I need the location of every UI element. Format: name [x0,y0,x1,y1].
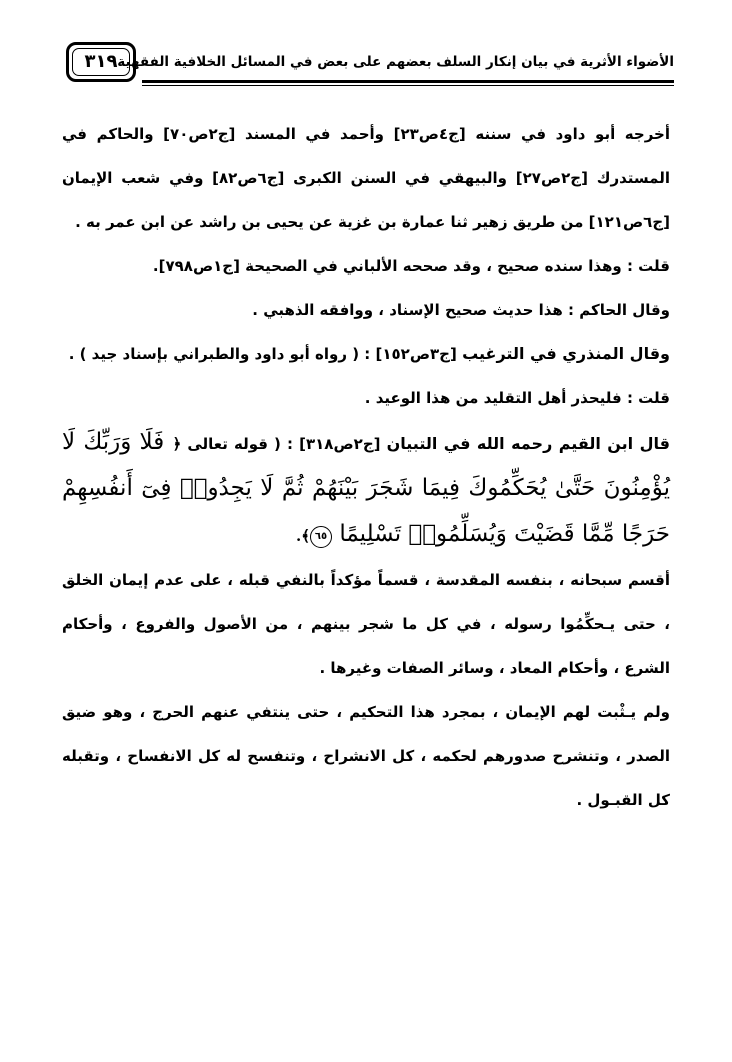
quran-open-bracket: ﴿ [172,435,182,453]
paragraph-qultu-2 [62,376,670,420]
quran-close-bracket: ﴾. [296,527,311,545]
paragraph-takhrij: أخرجه أبو داود في سننه [ج٤ص٢٣] وأحمد في المسند [ج٢ص٧٠] والحاكم في المستدرك [ج٢ص٢٧] والبيهقي في السنن الكبرى [ج٦ص٨٢] وفي شعب الإيمان [ج٦ص١٢١] من طريق زهير ثنا عمارة بن غزية عن يحيى بن راشد عن ابن عمر به . [62,125,670,231]
paragraph-aqsama: أقسم سبحانه ، بنفسه المقدسة ، قسماً مؤكداً بالنفي قبله ، على عدم إيمان الخلق ، حتى يـحكِّمُوا رسوله ، في كل ما شجر بينهم ، من الأصول والفروع ، وأحكام الشرع ، وأحكام المعاد ، وسائر الصفات وغيرها . [62,571,670,677]
paragraph-lead: قلت : [626,257,670,275]
paragraph-lead: قلت : [626,389,670,407]
paragraph-lead: وقال المنذري في الترغيب [462,344,670,363]
paragraph-text: فليحذر أهل التقليد من هذا الوعيد . [364,389,627,407]
page-number-frame [66,42,136,82]
paragraph-mundhiri [62,332,670,376]
paragraph-ibn-qayyim [62,420,670,558]
paragraph-text: هذا حديث صحيح الإسناد ، ووافقه الذهبي . [252,301,569,319]
paragraph-reference: [ج٢ص٣١٨] : ( قوله تعالى [181,435,387,453]
page-header [62,40,674,92]
paragraph-lam-yuthbit: ولم يـثْبت لهم الإيمان ، بمجرد هذا التحكيم ، حتى ينتفي عنهم الحرج ، وهو ضيق الصدر ، وتنشرح صدورهم لحكمه ، كل الانشراح ، وتنفسح له كل الانفساح ، وتقبله كل القبـول . [62,703,670,809]
paragraph-text: [ج٣ص١٥٢] : ( رواه أبو داود والطبراني بإسناد جيد ) . [68,345,463,363]
quran-verse: فَلَا وَرَبِّكَ لَا يُؤْمِنُونَ حَتَّىٰ يُحَكِّمُوكَ فِيمَا شَجَرَ بَيْنَهُمْ ثُمَّ لَا يَجِدُوا۟ فِىٓ أَنفُسِهِمْ حَرَجًا مِّمَّا قَضَيْتَ وَيُسَلِّمُوا۟ تَسْلِيمًا [62,429,670,547]
paragraph-lead: قال ابن القيم رحمه الله في التبيان [386,434,670,453]
ayah-number-marker: ٦٥ [310,526,332,548]
paragraph-hakim [62,288,670,332]
running-title: الأضواء الأثرية في بيان إنكار السلف بعضهم على بعض في المسائل الخلافية الفقهية [117,54,674,70]
header-rule [142,80,674,86]
paragraph-qultu-1 [62,244,670,288]
paragraph-lead: وقال الحاكم : [568,301,670,319]
page-number: ٣١٩ [84,51,118,72]
page-body [62,112,670,822]
paragraph-text: وهذا سنده صحيح ، وقد صححه الألباني في الصحيحة [ج١ص٧٩٨]. [152,257,627,275]
